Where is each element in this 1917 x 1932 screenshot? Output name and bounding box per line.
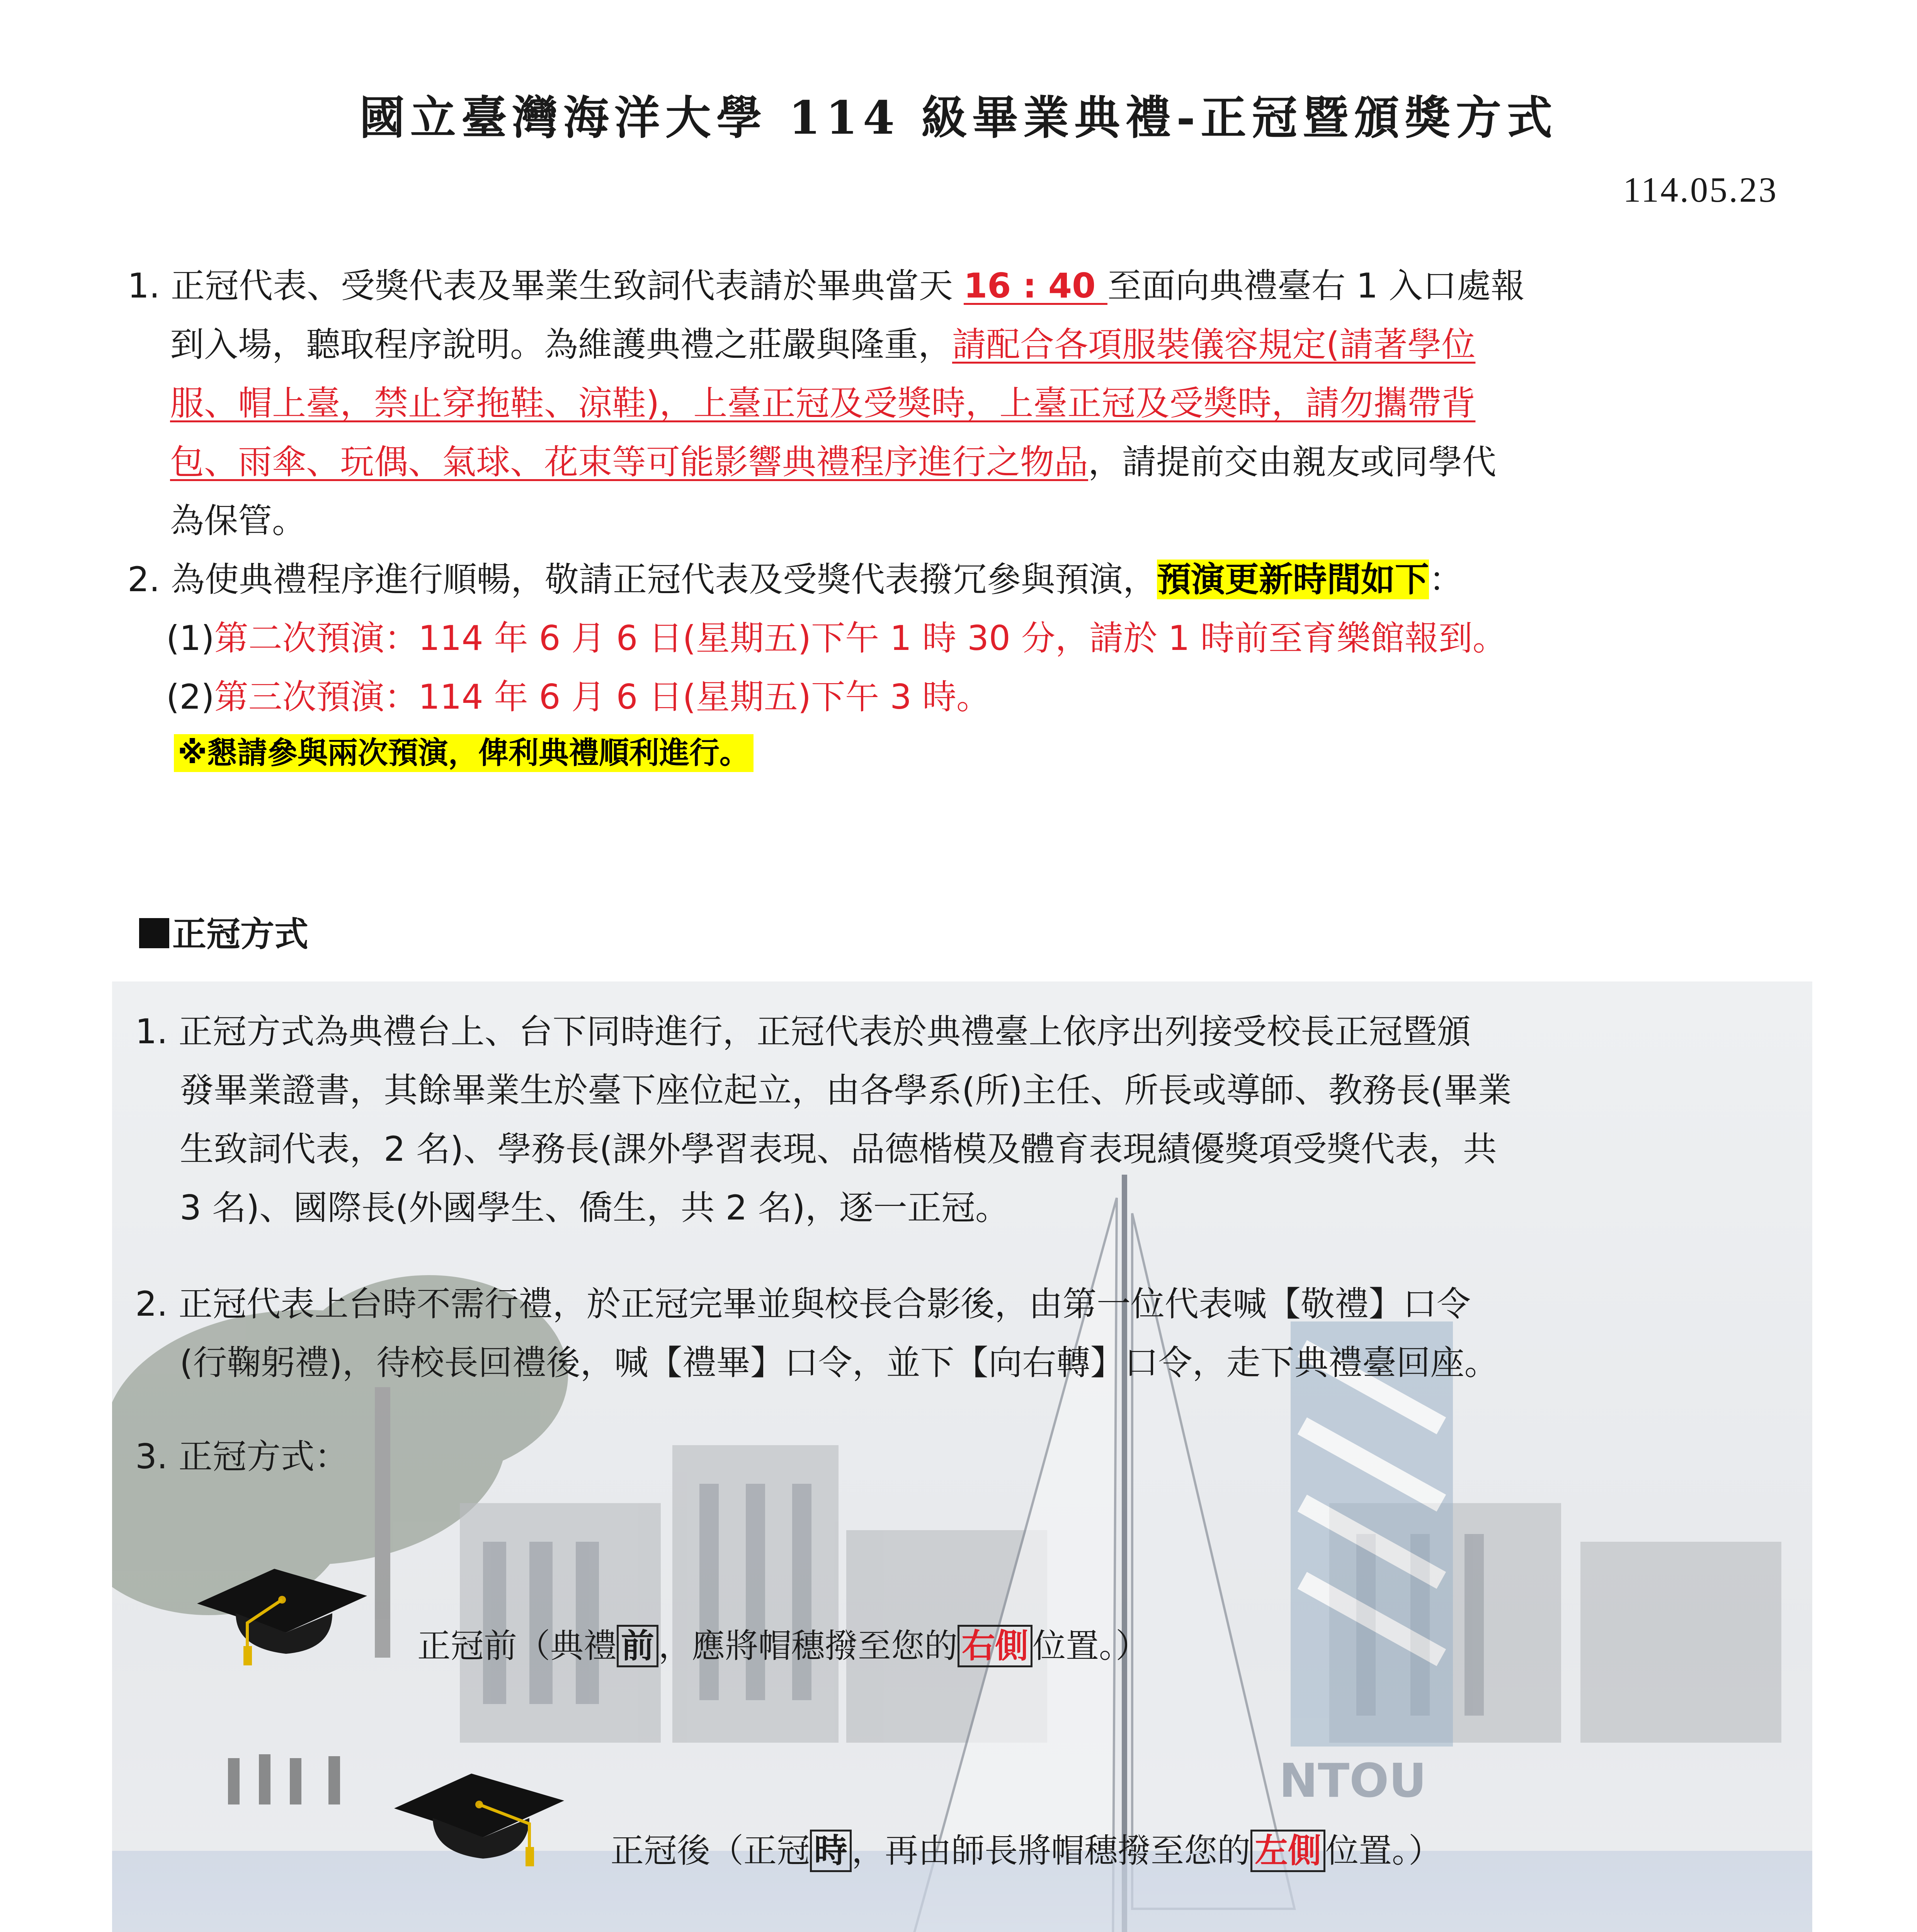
note-text: ，再由師長將帽穗撥至您的 [852, 1832, 1250, 1870]
crown-text: 正冠代表上台時不需行禮，於正冠完畢並與校長合影後，由第一位代表喊【敬禮】口令 [178, 1284, 1471, 1324]
crown-after-note [611, 1824, 1442, 1872]
intro-item-1-line-4 [170, 435, 1496, 484]
right-side-boxed-text: 右側 [958, 1625, 1032, 1667]
crown-before-note [417, 1619, 1149, 1667]
crown-item-2-line-2: (行鞠躬禮)，待校長回禮後，喊【禮畢】口令，並下【向右轉】口令，走下典禮臺回座。 [180, 1343, 1499, 1383]
crown-item-3 [135, 1430, 349, 1478]
note-text: 正冠後（正冠 [611, 1832, 810, 1870]
note-text: ，應將帽穗撥至您的 [658, 1627, 958, 1665]
intro-text: 正冠代表、受獎代表及畢業生致詞代表請於畢典當天 [170, 266, 964, 306]
document-date: 114.05.23 [1623, 170, 1778, 209]
crown-item-1-line-1 [135, 1005, 1471, 1053]
graduation-cap-icon [386, 1750, 572, 1876]
intro-text: 到入場，聽取程序說明。為維護典禮之莊嚴與隆重， [170, 325, 953, 364]
intro-text: 至面向典禮臺右 1 入口處報 [1107, 266, 1525, 306]
during-boxed-text: 時 [810, 1830, 852, 1872]
rehearsal-note-text: ※懇請參與兩次預演，俾利典禮順利進行。 [174, 734, 754, 772]
list-number: 2. [128, 560, 160, 599]
crown-item-1-line-2: 發畢業證書，其餘畢業生於臺下座位起立，由各學系(所)主任、所長或導師、教務長(畢業 [180, 1070, 1512, 1110]
list-number: 2. [135, 1284, 168, 1324]
crown-text: 正冠方式： [178, 1437, 349, 1476]
forbidden-items-text: 包、雨傘、玩偶、氣球、花束等可能影響典禮程序進行之物品 [170, 442, 1089, 482]
ntou-sign: NTOU [1279, 1754, 1427, 1808]
rehearsal-1-text: 第二次預演：114 年 6 月 6 日(星期五)下午 1 時 30 分，請於 1 時前至育樂館報到。 [214, 618, 1507, 658]
page-title: 國立臺灣海洋大學 114 級畢業典禮-正冠暨頒獎方式 [359, 91, 1558, 145]
rehearsal-prefix: (1) [166, 618, 214, 658]
intro-item-2-line-1 [128, 553, 1463, 601]
left-side-boxed-text: 左側 [1250, 1830, 1325, 1872]
crown-item-1-line-3: 生致詞代表，2 名)、學務長(課外學習表現、品德楷模及體育表現績優獎項受獎代表，共 [180, 1129, 1497, 1169]
rehearsal-2 [166, 670, 990, 719]
before-boxed-text: 前 [617, 1625, 658, 1667]
intro-item-1-line-2 [170, 318, 1475, 366]
crown-item-1-line-4: 3 名)、國際長(外國學生、僑生，共 2 名)，逐一正冠。 [180, 1188, 1009, 1228]
black-square-icon [139, 918, 169, 948]
rehearsal-prefix: (2) [166, 677, 214, 717]
intro-text: ： [1429, 560, 1463, 599]
intro-item-1-line-1 [128, 259, 1525, 308]
list-number: 1. [135, 1012, 168, 1051]
note-text: 正冠前（典禮 [417, 1627, 617, 1665]
rehearsal-update-highlight: 預演更新時間如下 [1157, 560, 1429, 599]
note-text: 位置。） [1032, 1627, 1149, 1665]
rehearsal-2-text: 第三次預演：114 年 6 月 6 日(星期五)下午 3 時。 [214, 677, 991, 717]
report-time: 16 : 40 [963, 266, 1107, 306]
note-text: 位置。） [1325, 1832, 1442, 1870]
crown-heading-text: 正冠方式 [172, 914, 309, 954]
dress-code-text: 請配合各項服裝儀容規定(請著學位 [952, 325, 1476, 364]
intro-text: 為使典禮程序進行順暢，敬請正冠代表及受獎代表撥冗參與預演， [170, 560, 1157, 599]
crown-text: 正冠方式為典禮台上、台下同時進行，正冠代表於典禮臺上依序出列接受校長正冠暨頒 [178, 1012, 1471, 1051]
list-number: 1. [128, 266, 160, 306]
crown-section-heading [139, 907, 308, 956]
graduation-cap-icon [189, 1546, 375, 1671]
rehearsal-note [174, 729, 754, 772]
intro-text: ，請提前交由親友或同學代 [1088, 442, 1497, 482]
rehearsal-1 [166, 611, 1507, 660]
list-number: 3. [135, 1437, 168, 1476]
intro-item-1-line-3: 服、帽上臺，禁止穿拖鞋、涼鞋)，上臺正冠及受獎時，上臺正冠及受獎時，請勿攜帶背 [170, 383, 1476, 423]
intro-item-1-line-5: 為保管。 [170, 501, 306, 541]
crown-item-2-line-1 [135, 1277, 1471, 1326]
